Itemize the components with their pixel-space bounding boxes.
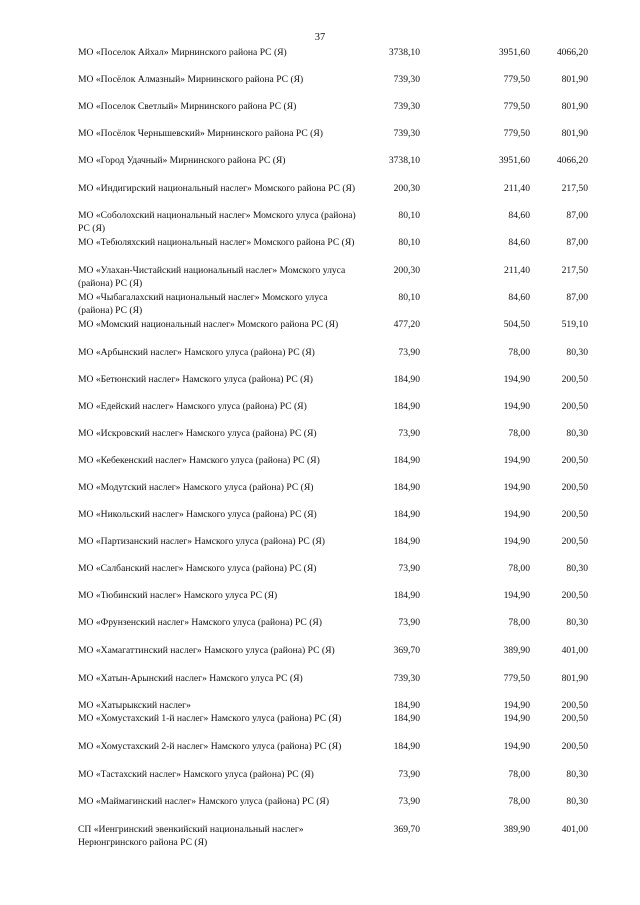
value-col-1: 73,90: [398, 563, 420, 574]
value-col-2: 194,90: [503, 482, 530, 493]
value-col-2: 78,00: [508, 769, 530, 780]
row-name: МО «Тюбинский наслег» Намского улуса РС (Я): [78, 590, 278, 601]
row-name: МО «Хомустахский 2-й наслег» Намского улуса (района) РС (Я): [78, 741, 342, 752]
value-col-1: 184,90: [393, 536, 420, 547]
value-col-1: 184,90: [393, 713, 420, 724]
value-col-1: 739,30: [393, 74, 420, 85]
row-name: МО «Салбанский наслег» Намского улуса (района) РС (Я): [78, 563, 317, 574]
value-col-2: 779,50: [503, 101, 530, 112]
value-col-1: 80,10: [398, 237, 420, 248]
row-name: МО «Улахан-Чистайский национальный наслег» Момского улуса (района) РС (Я): [78, 265, 346, 289]
value-col-2: 211,40: [503, 265, 530, 276]
row-name: МО «Бетюнский наслег» Намского улуса (района) РС (Я): [78, 374, 313, 385]
value-col-3: 200,50: [561, 590, 588, 601]
row-name: СП «Иенгринский эвенкийский национальный наслег» Нерюнгринского района РС (Я): [78, 824, 304, 848]
value-col-3: 200,50: [561, 700, 588, 711]
row-name: МО «Искровский наслег» Намского улуса (района) РС (Я): [78, 428, 317, 439]
row-name: МО «Чыбагалахский национальный наслег» Момского улуса (района) РС (Я): [78, 292, 328, 316]
row-name: МО «Хатын-Арынский наслег» Намского улуса РС (Я): [78, 673, 303, 684]
row-name: МО «Кебекенский наслег» Намского улуса (района) РС (Я): [78, 455, 320, 466]
value-col-2: 194,90: [503, 713, 530, 724]
value-col-1: 73,90: [398, 769, 420, 780]
value-col-2: 389,90: [503, 824, 530, 835]
value-col-3: 4066,20: [556, 155, 588, 166]
value-col-3: 217,50: [561, 183, 588, 194]
value-col-1: 184,90: [393, 509, 420, 520]
row-name: МО «Партизанский наслег» Намского улуса (района) РС (Я): [78, 536, 326, 547]
value-col-3: 801,90: [561, 673, 588, 684]
row-name: МО «Фрунзенский наслег» Намского улуса (района) РС (Я): [78, 617, 323, 628]
row-name: МО «Едейский наслег» Намского улуса (района) РС (Я): [78, 401, 307, 412]
value-col-1: 73,90: [398, 796, 420, 807]
value-col-2: 78,00: [508, 617, 530, 628]
value-col-1: 184,90: [393, 455, 420, 466]
value-col-1: 369,70: [393, 645, 420, 656]
value-col-2: 194,90: [503, 700, 530, 711]
value-col-3: 200,50: [561, 482, 588, 493]
value-col-1: 3738,10: [388, 155, 420, 166]
value-col-3: 87,00: [566, 237, 588, 248]
value-col-3: 80,30: [566, 796, 588, 807]
value-col-3: 200,50: [561, 374, 588, 385]
row-name: МО «Поселок Айхал» Мирнинского района РС (Я): [78, 47, 287, 58]
value-col-1: 184,90: [393, 374, 420, 385]
value-col-1: 184,90: [393, 741, 420, 752]
value-col-3: 801,90: [561, 101, 588, 112]
value-col-2: 3951,60: [498, 47, 530, 58]
page-number: 37: [314, 32, 326, 43]
value-col-1: 184,90: [393, 401, 420, 412]
value-col-1: 184,90: [393, 590, 420, 601]
value-col-1: 73,90: [398, 347, 420, 358]
row-name: МО «Посёлок Алмазный» Мирнинского района РС (Я): [78, 74, 304, 85]
value-col-1: 80,10: [398, 292, 420, 303]
value-col-3: 80,30: [566, 769, 588, 780]
value-col-2: 194,90: [503, 401, 530, 412]
value-col-1: 200,30: [393, 183, 420, 194]
value-col-1: 200,30: [393, 265, 420, 276]
value-col-3: 200,50: [561, 741, 588, 752]
value-col-2: 211,40: [503, 183, 530, 194]
value-col-2: 194,90: [503, 741, 530, 752]
value-col-1: 739,30: [393, 101, 420, 112]
value-col-1: 184,90: [393, 482, 420, 493]
value-col-3: 80,30: [566, 617, 588, 628]
row-name: МО «Хамагаттинский наслег» Намского улуса (района) РС (Я): [78, 645, 335, 656]
value-col-3: 200,50: [561, 536, 588, 547]
value-col-2: 194,90: [503, 509, 530, 520]
value-col-1: 739,30: [393, 673, 420, 684]
value-col-3: 200,50: [561, 509, 588, 520]
value-col-3: 801,90: [561, 128, 588, 139]
row-name: МО «Хатырыкский наслег»: [78, 700, 191, 711]
value-col-2: 84,60: [508, 292, 530, 303]
row-name: МО «Тебюляхский национальный наслег» Момского района РС (Я): [78, 237, 355, 248]
value-col-2: 779,50: [503, 74, 530, 85]
value-col-1: 369,70: [393, 824, 420, 835]
value-col-3: 87,00: [566, 210, 588, 221]
row-name: МО «Соболохский национальный наслег» Момского улуса (района) РС (Я): [78, 210, 356, 234]
value-col-2: 78,00: [508, 428, 530, 439]
row-name: МО «Маймагинский наслег» Намского улуса (района) РС (Я): [78, 796, 330, 807]
value-col-2: 194,90: [503, 455, 530, 466]
value-col-3: 80,30: [566, 347, 588, 358]
value-col-3: 217,50: [561, 265, 588, 276]
value-col-2: 194,90: [503, 590, 530, 601]
row-name: МО «Хомустахский 1-й наслег» Намского улуса (района) РС (Я): [78, 713, 342, 724]
value-col-2: 78,00: [508, 347, 530, 358]
value-col-2: 3951,60: [498, 155, 530, 166]
value-col-2: 84,60: [508, 210, 530, 221]
value-col-1: 477,20: [393, 319, 420, 330]
value-col-3: 801,90: [561, 74, 588, 85]
row-name: МО «Тастахский наслег» Намского улуса (района) РС (Я): [78, 769, 314, 780]
value-col-3: 519,10: [561, 319, 588, 330]
value-col-3: 87,00: [566, 292, 588, 303]
value-col-2: 389,90: [503, 645, 530, 656]
value-col-1: 739,30: [393, 128, 420, 139]
row-name: МО «Арбынский наслег» Намского улуса (района) РС (Я): [78, 347, 315, 358]
value-col-2: 194,90: [503, 374, 530, 385]
value-col-3: 401,00: [561, 645, 588, 656]
value-col-1: 184,90: [393, 700, 420, 711]
value-col-3: 200,50: [561, 455, 588, 466]
value-col-3: 200,50: [561, 713, 588, 724]
row-name: МО «Модутский наслег» Намского улуса (района) РС (Я): [78, 482, 314, 493]
value-col-3: 4066,20: [556, 47, 588, 58]
row-name: МО «Никольский наслег» Намского улуса (района) РС (Я): [78, 509, 317, 520]
value-col-3: 401,00: [561, 824, 588, 835]
row-name: МО «Момский национальный наслег» Момского района РС (Я): [78, 319, 339, 330]
value-col-2: 504,50: [503, 319, 530, 330]
row-name: МО «Индигирский национальный наслег» Момского района РС (Я): [78, 183, 356, 194]
value-col-2: 779,50: [503, 128, 530, 139]
row-name: МО «Поселок Светлый» Мирнинского района РС (Я): [78, 101, 297, 112]
row-name: МО «Посёлок Чернышевский» Мирнинского района РС (Я): [78, 128, 323, 139]
value-col-2: 779,50: [503, 673, 530, 684]
value-col-1: 73,90: [398, 428, 420, 439]
value-col-2: 84,60: [508, 237, 530, 248]
value-col-2: 194,90: [503, 536, 530, 547]
value-col-3: 80,30: [566, 428, 588, 439]
row-name: МО «Город Удачный» Мирнинского района РС (Я): [78, 155, 286, 166]
value-col-3: 80,30: [566, 563, 588, 574]
value-col-3: 200,50: [561, 401, 588, 412]
value-col-1: 80,10: [398, 210, 420, 221]
value-col-1: 3738,10: [388, 47, 420, 58]
value-col-2: 78,00: [508, 796, 530, 807]
value-col-2: 78,00: [508, 563, 530, 574]
value-col-1: 73,90: [398, 617, 420, 628]
